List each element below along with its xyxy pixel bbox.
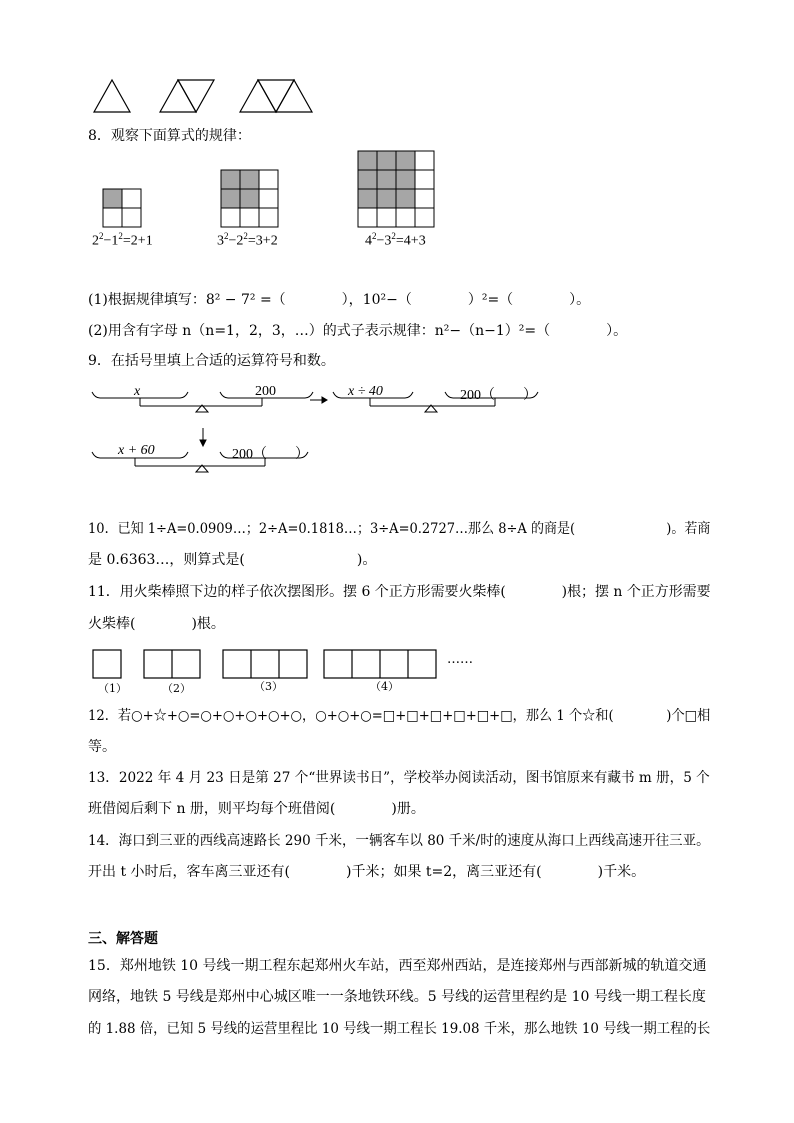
q9-b3-right: 200（ ） <box>232 447 309 462</box>
q8-formula-2: $3^2-2^2=3+2$ <box>217 231 278 249</box>
triangle-2a <box>160 80 196 112</box>
triangle-3c <box>276 80 312 112</box>
q9-b2-left: x ÷ 40 <box>348 384 383 399</box>
triangle-3a <box>240 80 276 112</box>
grid-4x4 <box>358 151 434 227</box>
q12-line1: 12．若○+☆+○=○+○+○+○+○，○+○+○=□+□+□+□+□+□，那么 1 个☆和( )个□相 <box>88 708 711 724</box>
q9-title: 9．在括号里填上合适的运算符号和数。 <box>88 353 335 369</box>
q15-line1: 15．郑州地铁 10 号线一期工程东起郑州火车站，西至郑州西站，是连接郑州与西部新城的轨道交通 <box>88 958 707 974</box>
q9-b2-right: 200（ ） <box>460 388 537 403</box>
q14-line1: 14．海口到三亚的西线高速路长 290 千米，一辆客车以 80 千米/时的速度从海口上西线高速开往三亚。 <box>88 833 710 849</box>
q8-grids <box>0 148 794 268</box>
q11-label-2: （2） <box>162 682 191 695</box>
q14-line2: 开出 t 小时后，客车离三亚还有( )千米；如果 t=2，离三亚还有( )千米。 <box>88 864 646 880</box>
triangle-3b <box>258 80 294 112</box>
section3-heading: 三、解答题 <box>88 931 158 947</box>
triangle-figures <box>0 0 794 120</box>
q11-line2: 火柴棒( )根。 <box>88 616 225 632</box>
q10-line1: 10．已知 1÷A=0.0909…；2÷A=0.1818…；3÷A=0.2727…那么 8÷A 的商是( )。若商 <box>88 521 711 537</box>
q9-b1-left: x <box>134 384 141 399</box>
q8-formula-3: $4^2-3^2=4+3$ <box>365 231 426 249</box>
q15-line3: 的 1.88 倍，已知 5 号线的运营里程比 10 号线一期工程长 19.08 千米，那么地铁 10 号线一期工程的长 <box>88 1021 711 1037</box>
grid-2x2 <box>103 189 141 227</box>
q8-part2: (2)用含有字母 n（n=1，2，3，…）的式子表示规律：n²−（n−1）²=（ ）。 <box>88 323 628 339</box>
q11-label-1: （1） <box>98 682 127 695</box>
q10-line2: 是 0.6363…，则算式是( )。 <box>88 552 377 568</box>
q9-b1-right: 200 <box>255 384 276 399</box>
q12-line2: 等。 <box>88 739 116 755</box>
q9-b3-left: x + 60 <box>118 443 155 458</box>
q11-ellipsis: …… <box>447 652 473 667</box>
grid-3x3 <box>221 170 278 227</box>
q13-line2: 班借阅后剩下 n 册，则平均每个班借阅( )册。 <box>88 801 425 817</box>
q8-title: 8．观察下面算式的规律： <box>88 128 251 144</box>
triangle-1 <box>94 80 130 112</box>
q8-formula-1: $2^2-1^2=2+1$ <box>92 231 153 249</box>
q11-label-4: （4） <box>370 680 399 693</box>
q13-line1: 13．2022 年 4 月 23 日是第 27 个“世界读书日”，学校举办阅读活动，图书馆原来有藏书 m 册，5 个 <box>88 770 710 786</box>
triangle-2b <box>178 80 214 112</box>
q9-balances <box>0 380 794 480</box>
q11-line1: 11．用火柴棒照下边的样子依次摆图形。摆 6 个正方形需要火柴棒( )根；摆 n 个正方形需要 <box>88 584 711 600</box>
q8-part1: (1)根据规律填写：8² − 7² =（ ），10²−（ ）²=（ ）。 <box>88 292 591 308</box>
q15-line2: 网络，地铁 5 号线是郑州中心城区唯一一条地铁环线。5 号线的运营里程约是 10 号线一期工程长度 <box>88 989 706 1005</box>
q11-label-3: （3） <box>254 680 283 693</box>
